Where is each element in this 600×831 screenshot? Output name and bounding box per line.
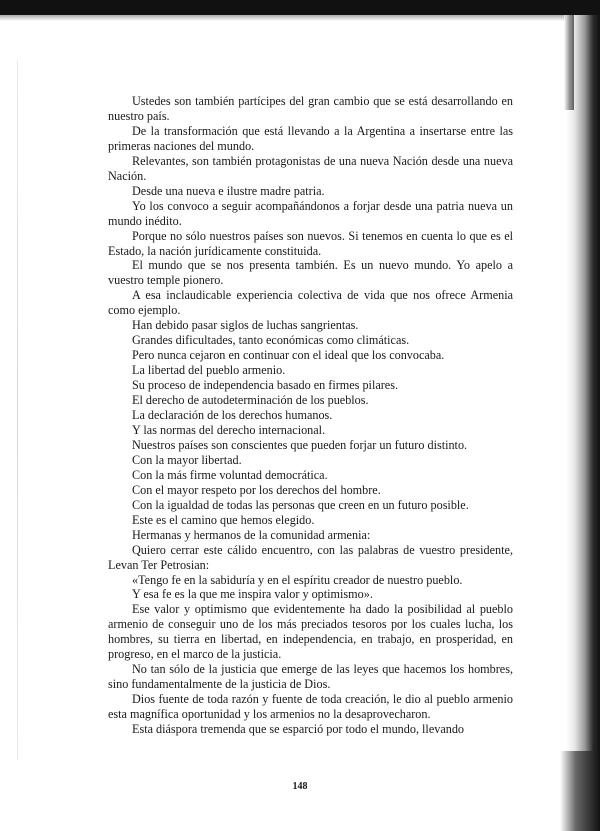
- paragraph: Relevantes, son también protagonistas de una nueva Nación desde una nueva Nación.: [108, 153, 513, 183]
- paragraph: Ese valor y optimismo que evidentemente ha dado la posibilidad al pueblo armenio de conseguir uno de los más preciados tesoros por los cuales lucha, los hombres, su tierra en libertad, en independencia, en trabajo, en prosperidad, en progreso, en el marco de la justicia.: [108, 602, 513, 662]
- paragraph: Porque no sólo nuestros países son nuevos. Si tenemos en cuenta lo que es el Estado, la nación jurídicamente constituida.: [108, 228, 513, 258]
- paragraph: Su proceso de independencia basado en firmes pilares.: [132, 378, 399, 393]
- paragraph: Y las normas del derecho internacional.: [132, 422, 326, 437]
- paragraph: Hermanas y hermanos de la comunidad armenia:: [132, 527, 371, 542]
- paragraph: No tan sólo de la justicia que emerge de las leyes que hacemos los hombres, sino fundamentalmente de la justicia de Dios.: [108, 662, 513, 692]
- paragraph: Pero nunca cejaron en continuar con el ideal que los convocaba.: [132, 348, 445, 363]
- paragraph: Grandes dificultades, tanto económicas como climáticas.: [132, 333, 410, 348]
- paragraph: La libertad del pueblo armenio.: [132, 363, 286, 378]
- document-body: [108, 94, 513, 737]
- paragraph: El derecho de autodeterminación de los pueblos.: [132, 393, 369, 408]
- scan-right-edge-shadow: [566, 15, 600, 831]
- paragraph: Con la igualdad de todas las personas que creen en un futuro posible.: [132, 497, 469, 512]
- scan-top-shadow: [0, 15, 600, 21]
- paragraph: De la transformación que está llevando a la Argentina a insertarse entre las primeras naciones del mundo.: [108, 123, 513, 153]
- paragraph: «Tengo fe en la sabiduría y en el espíritu creador de nuestro pueblo.: [132, 572, 463, 587]
- paragraph: Y esa fe es la que me inspira valor y optimismo».: [132, 587, 373, 602]
- paragraph: Con el mayor respeto por los derechos del hombre.: [132, 482, 381, 497]
- paragraph: Este es el camino que hemos elegido.: [132, 512, 315, 527]
- paragraph: Desde una nueva e ilustre madre patria.: [132, 183, 325, 198]
- scan-top-border: [0, 0, 600, 15]
- paragraph: Esta diáspora tremenda que se esparció por todo el mundo, llevando: [132, 722, 465, 737]
- scan-left-margin-line: [17, 60, 18, 760]
- paragraph: Con la mayor libertad.: [132, 452, 242, 467]
- paragraph: Quiero cerrar este cálido encuentro, con las palabras de vuestro presidente, Levan Ter Petrosian:: [108, 542, 513, 572]
- paragraph: A esa inclaudicable experiencia colectiva de vida que nos ofrece Armenia como ejemplo.: [108, 288, 513, 318]
- paragraph: Con la más firme voluntad democrática.: [132, 467, 328, 482]
- paragraph: El mundo que se nos presenta también. Es un nuevo mundo. Yo apelo a vuestro temple pionero.: [108, 258, 513, 288]
- paragraph: La declaración de los derechos humanos.: [132, 408, 333, 423]
- paragraph: Ustedes son también partícipes del gran cambio que se está desarrollando en nuestro país.: [108, 94, 513, 123]
- paragraph: Nuestros países son conscientes que pueden forjar un futuro distinto.: [132, 437, 468, 452]
- page-number: 148: [292, 781, 308, 792]
- paragraph: Han debido pasar siglos de luchas sangrientas.: [132, 318, 359, 333]
- scan-right-edge-mark: [564, 15, 574, 110]
- paragraph: Dios fuente de toda razón y fuente de toda creación, le dio al pueblo armenio esta magnífica oportunidad y los armenios no la desaprovecharon.: [108, 692, 513, 722]
- paragraph: Yo los convoco a seguir acompañándonos a forjar desde una patria nueva un mundo inédito.: [108, 198, 513, 228]
